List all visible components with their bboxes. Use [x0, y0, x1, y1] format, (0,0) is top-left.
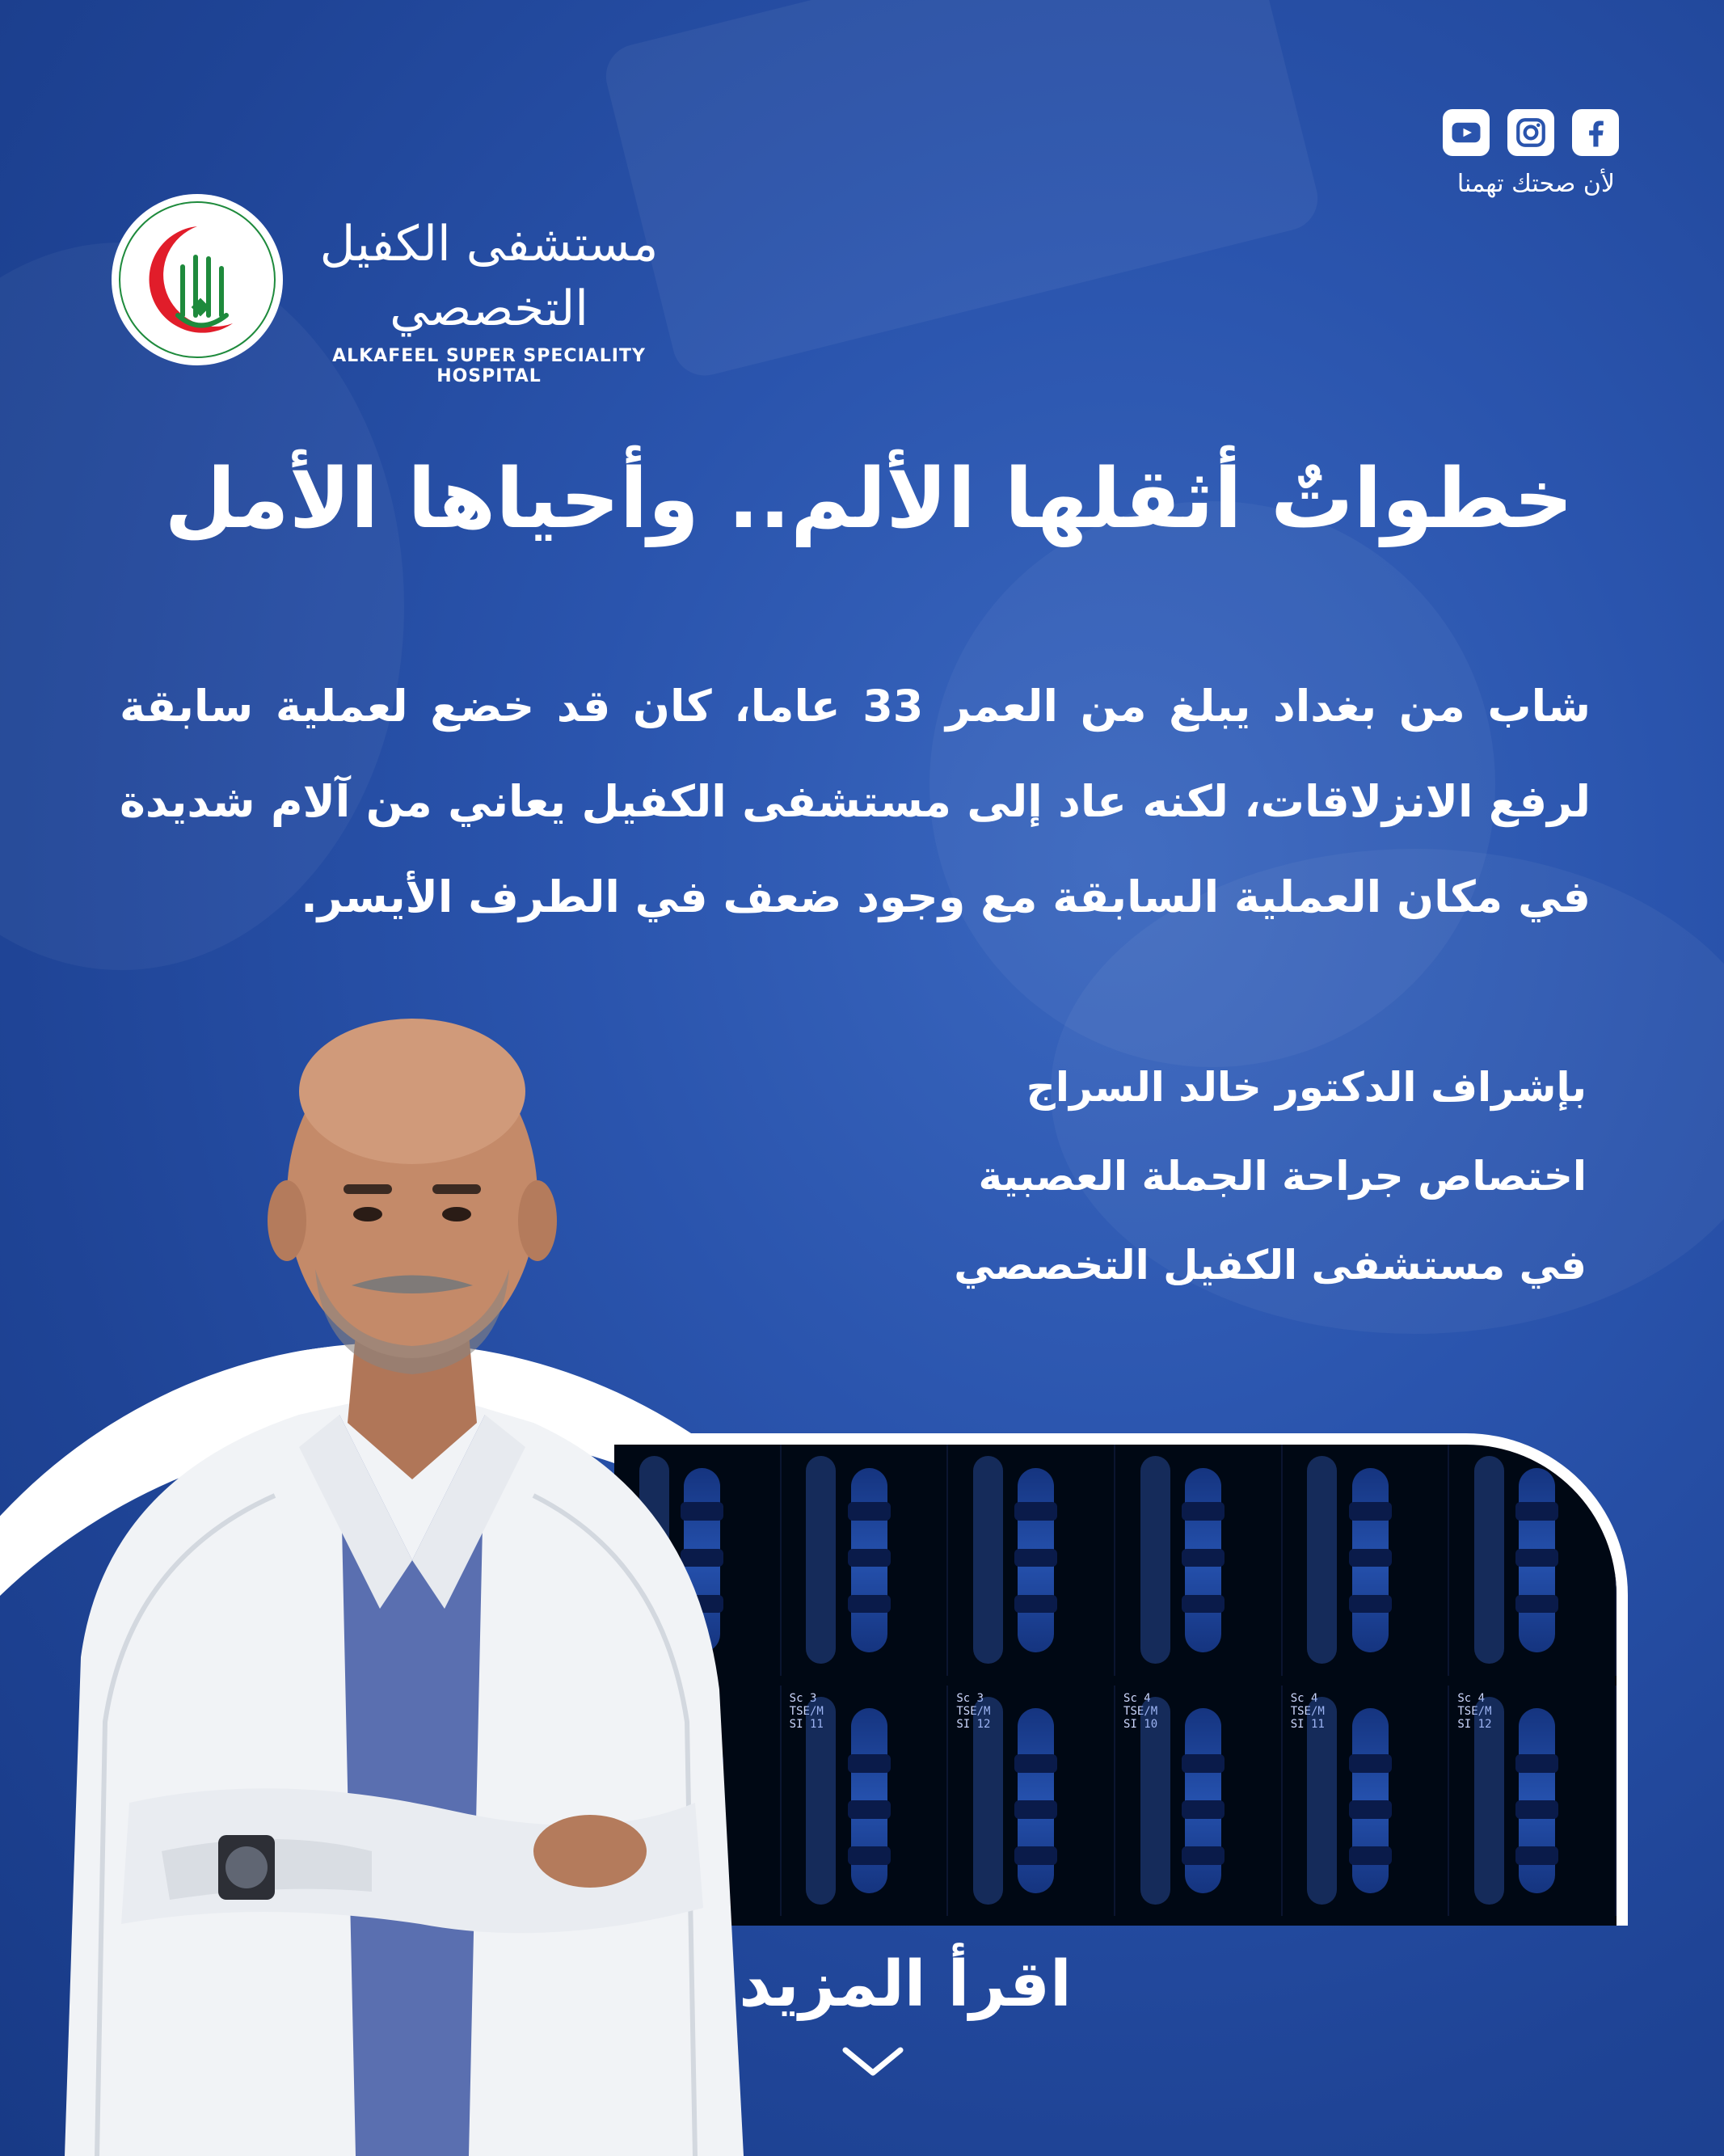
surgical-lamp-shape [599, 0, 1324, 382]
mri-image [948, 1445, 1115, 1676]
headline: خطواتٌ أثقلها الألم.. وأحياها الأمل [164, 451, 1574, 547]
facebook-icon[interactable] [1572, 109, 1619, 156]
hospital-wordmark [319, 212, 659, 386]
mri-row-top [614, 1445, 1617, 1676]
slogan-text: لأن صحتك تهمنا [1456, 170, 1615, 198]
credit-line-specialty: اختصاص جراحة الجملة العصبية [978, 1153, 1587, 1200]
mri-image [782, 1445, 949, 1676]
credit-line-supervision: بإشراف الدكتور خالد السراج [1026, 1064, 1587, 1111]
doctor-photo [32, 994, 744, 2156]
story-text: شاب من بغداد يبلغ من العمر 33 عاما، كان قد خضع لعملية سابقة لرفع الانزلاقات، لكنه عاد إلى مستشفى الكفيل يعاني من آلام شديدة في مكان العملية السابقة مع وجود ضعف في الطرف الأيسر. [120, 681, 1591, 922]
read-more-button[interactable]: اقرأ المزيد [739, 1948, 1072, 2021]
mri-row-bottom [614, 1686, 1617, 1917]
mri-image [1449, 1686, 1617, 1917]
mri-image [1115, 1686, 1283, 1917]
mri-image [782, 1686, 949, 1917]
youtube-icon[interactable] [1443, 109, 1490, 156]
story-paragraph [120, 659, 1591, 945]
credit-line-hospital: في مستشفى الكفيل التخصصي [954, 1242, 1587, 1289]
mri-scan-panel [614, 1433, 1628, 1926]
hospital-name-english: ALKAFEEL SUPER SPECIALITY HOSPITAL [332, 346, 646, 386]
mri-image [1283, 1445, 1450, 1676]
hospital-name-arabic: مستشفى الكفيل التخصصي [319, 216, 659, 337]
mri-image [1283, 1686, 1450, 1917]
instagram-icon[interactable] [1507, 109, 1554, 156]
mri-label: Sc 4 TSE/M SI 12 [1457, 1691, 1492, 1731]
mri-label: Sc 3 TSE/M SI 12 [956, 1691, 991, 1731]
mri-image [948, 1686, 1115, 1917]
doctor-credits [859, 1043, 1587, 1310]
mri-image [1449, 1445, 1617, 1676]
mri-label: Sc 3 TSE/M SI 11 [789, 1691, 824, 1731]
hospital-seal-logo [112, 194, 283, 365]
mri-image [1115, 1445, 1283, 1676]
chevron-down-icon[interactable] [841, 2045, 905, 2078]
mri-label: Sc 4 TSE/M SI 11 [1290, 1691, 1325, 1731]
mri-label: Sc 4 TSE/M SI 10 [1123, 1691, 1158, 1731]
social-links [1443, 109, 1619, 156]
